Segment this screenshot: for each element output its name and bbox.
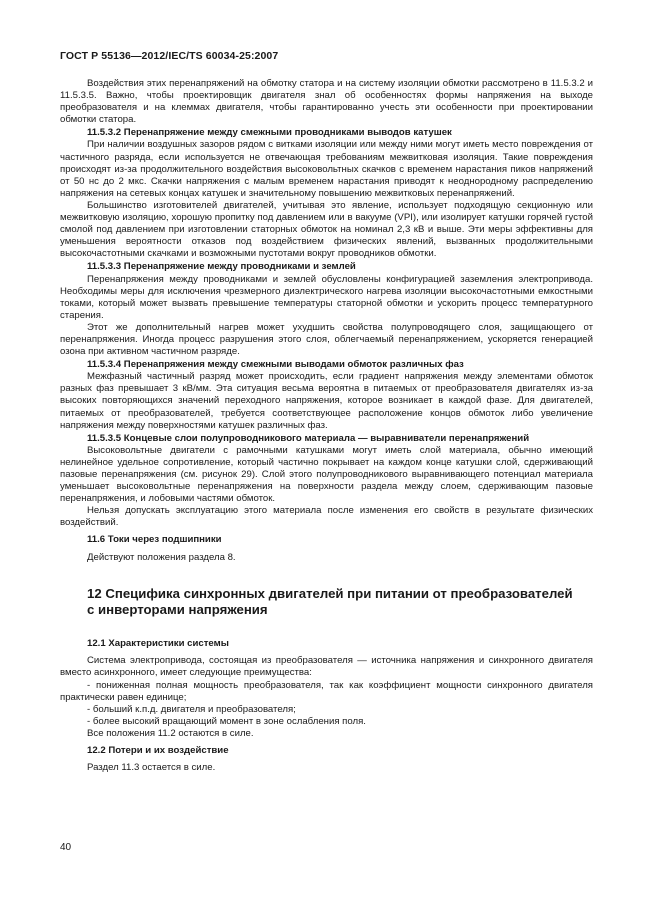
paragraph: Система электропривода, состоящая из преобразователя — источника напряжения и синхронного двигателя вместо асинхронного, имеет следующие преимущества:	[60, 655, 593, 679]
list-item: - больший к.п.д. двигателя и преобразователя;	[87, 703, 296, 715]
section-heading-11-5-3-2: 11.5.3.2 Перенапряжение между смежными проводниками выводов катушек	[87, 127, 452, 139]
paragraph: Межфазный частичный разряд может происходить, если градиент напряжения между элементами обмоток разных фаз превышает 3 кВ/мм. Эта ситуация весьма вероятна в питаемых от преобразователя двигателях из-за высоких повторяющихся значений переходного напряжения, которое возникает в каждой фазе. Для двигателей, питаемых от преобразователей, требуется соответствующее расположение концов обмоток либо увеличение напряжения между поверхностями катушек различных фаз.	[60, 371, 593, 431]
section-heading-11-6: 11.6 Токи через подшипники	[87, 534, 222, 546]
document-body	[60, 78, 593, 774]
paragraph: Большинство изготовителей двигателей, учитывая это явление, использует подходящую секционную или межвитковую изоляцию, хорошую пропитку под давлением или в вакууме (VPI), или изолирует катушки горячей густой смолой под давлением при изготовлении статорных обмоток на номинал 2,3 кВ и выше. Эти меры эффективны для уменьшения вероятности отказов под воздействием физических явлений, вызванных продолжительными высокочастотными скачками и возможными пустотами вокруг проводников обмотки.	[60, 199, 593, 260]
section-heading-11-5-3-5: 11.5.3.5 Концевые слои полупроводникового материала — выравниватели перенапряжений	[87, 432, 530, 444]
section-heading-11-5-3-4: 11.5.3.4 Перенапряжения между смежными выводами обмоток различных фаз	[87, 359, 464, 371]
document-page	[60, 50, 593, 774]
chapter-heading-12	[60, 586, 593, 620]
paragraph: Все положения 11.2 остаются в силе.	[87, 727, 254, 739]
paragraph: При наличии воздушных зазоров рядом с витками изоляции или между ними могут иметь место повреждения от частичного разряда, если используется не отвечающая требованиям межвитковая изоляция. Такие повреждения происходят из-за продолжительного воздействия высоковольтных скачков с временем нарастания пиков напряжений от 50 нс до 2 мкс. Скачки напряжения с малым временем нарастания приводят к неоднородному распределению напряжения на сетевых концах катушек и значительному повышению межвитковых перенапряжений.	[60, 139, 593, 199]
paragraph: Раздел 11.3 остается в силе.	[87, 762, 216, 774]
paragraph: Действуют положения раздела 8.	[87, 551, 236, 563]
paragraph: Перенапряжения между проводниками и землей обусловлены конфигурацией заземления электропривода. Необходимы меры для исключения чрезмерного диэлектрического нагрева изоляции высокочастотными емкостными токами, который может вызвать превышение температуры статорной обмотки и ускорить процесс температурного старения.	[60, 273, 593, 321]
section-heading-12-2: 12.2 Потери и их воздействие	[87, 745, 229, 756]
list-item: - пониженная полная мощность преобразователя, так как коэффициент мощности синхронного двигателя практически равен единице;	[60, 679, 593, 703]
paragraph: Высоковольтные двигатели с рамочными катушками могут иметь слой материала, обычно имеющий нелинейное удельное сопротивление, который частично покрывает на каждом конце катушки слой, сдерживающий пазовые перенапряжения (см. рисунок 29). Слой этого полупроводникового выравнивающего потенциал материала уменьшает высоковольтные перенапряжения на поверхности раздела между слоем, сдерживающим пазовые перенапряжения, и лобовыми частями обмоток.	[60, 444, 593, 505]
paragraph: Нельзя допускать эксплуатацию этого материала после изменения его свойств в результате физических воздействий.	[60, 505, 593, 529]
chapter-title-line: с инверторами напряжения	[87, 602, 268, 618]
chapter-title-line: 12 Специфика синхронных двигателей при питании от преобразователей	[87, 585, 573, 601]
page-number: 40	[60, 842, 72, 853]
list-item: - более высокий вращающий момент в зоне ослабления поля.	[87, 715, 366, 727]
section-heading-11-5-3-3: 11.5.3.3 Перенапряжение между проводниками и землей	[87, 261, 356, 273]
section-heading-12-1: 12.1 Характеристики системы	[87, 638, 229, 650]
paragraph: Воздействия этих перенапряжений на обмотку статора и на систему изоляции обмотки рассмотрено в 11.5.3.2 и 11.5.3.5. Важно, чтобы проектировщик двигателя знал об особенностях формы напряжения на выходе преобразователя и на клеммах двигателя, чтобы гарантированно учесть эти особенности при проектировании обмотки статора.	[60, 78, 593, 126]
paragraph: Этот же дополнительный нагрев может ухудшить свойства полупроводящего слоя, защищающего от перенапряжения. Иногда процесс разрушения этого слоя, облегчаемый перенапряжением, ускоряется генерацией озона при активном частичном разряде.	[60, 321, 593, 358]
document-header: ГОСТ Р 55136—2012/IEC/TS 60034-25:2007	[60, 50, 279, 62]
